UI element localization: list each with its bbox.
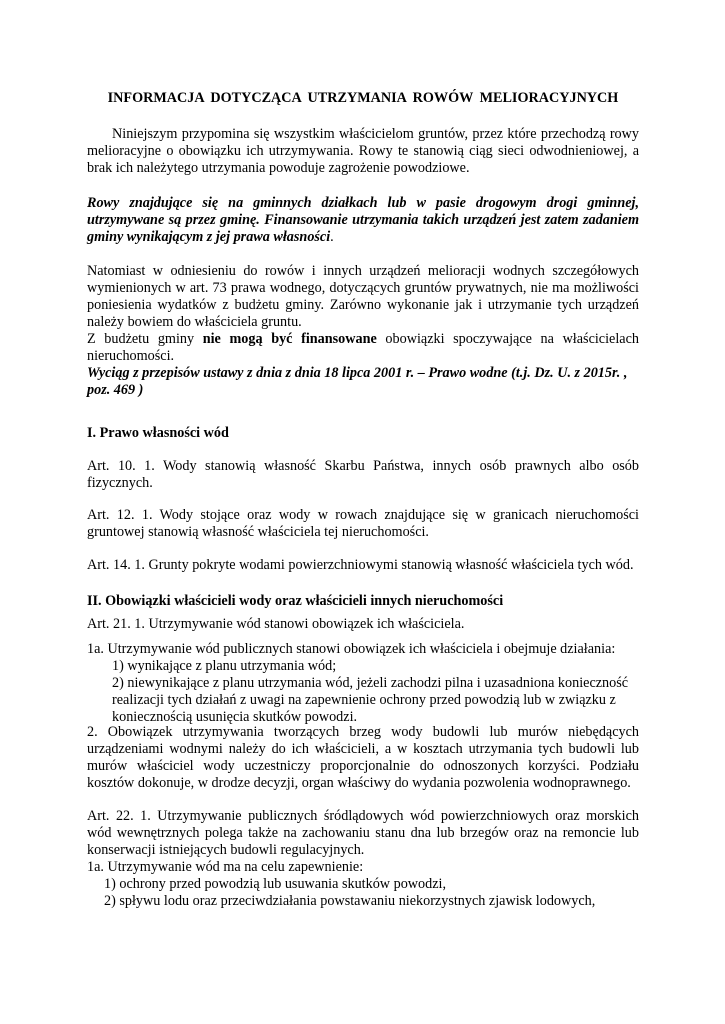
art10-paragraph: Art. 10. 1. Wody stanowią własność Skarbu Państwa, innych osób prawnych albo osób fizycznych.: [87, 458, 639, 491]
section-heading-1: I. Prawo własności wód: [87, 425, 229, 441]
art21-1a-item: 2) niewynikające z planu utrzymania wód, jeżeli zachodzi pilna i uzasadniona konieczność realizacji tych działań z uwagi na zapewnienie ochrony przed powodzią lub w związku z koniecznością usunięcia skutków powodzi.: [112, 675, 629, 725]
budzet-paragraph: [87, 331, 639, 365]
art21-1a-intro: 1a. Utrzymywanie wód publicznych stanowi obowiązek ich właściciela i obejmuje działania:: [87, 641, 616, 657]
wyciag-note: Wyciąg z przepisów ustawy z dnia z dnia 18 lipca 2001 r. – Prawo wodne (t.j. Dz. U. z 2015r. , poz. 469 ): [87, 365, 628, 398]
art22-paragraph: Art. 22. 1. Utrzymywanie publicznych śródlądowych wód powierzchniowych oraz morskich wód wewnętrznych polega także na zachowaniu stanu dna lub brzegów oraz na remoncie lub konserwacji istniejących budowli regulacyjnych.: [87, 808, 639, 858]
section-heading-2: II. Obowiązki właścicieli wody oraz właścicieli innych nieruchomości: [87, 593, 504, 609]
gmina-paragraph: [87, 195, 639, 246]
art12-paragraph: Art. 12. 1. Wody stojące oraz wody w rowach znajdujące się w granicach nieruchomości gruntowej stanowią własność właściciela tej nieruchomości.: [87, 507, 639, 540]
intro-paragraph: Niniejszym przypomina się wszystkim właścicielom gruntów, przez które przechodzą rowy melioracyjne o obowiązku ich utrzymywania. Rowy te stanowią ciąg sieci odwodnieniowej, a brak ich należytego utrzymania powoduje zagrożenie powodziowe.: [87, 126, 639, 176]
art22-1a-block: [87, 859, 639, 910]
gmina-bold-text: Rowy znajdujące się na gminnych działkach lub w pasie drogowym drogi gminnej, utrzymywane są przez gminę. Finansowanie utrzymania takich urządzeń jest zatem zadaniem gminy wynikającym z jej prawa własności: [87, 195, 639, 245]
budzet-post-text: obowiązki spoczywające na właścicielach nieruchomości.: [87, 331, 639, 364]
natomiast-paragraph: Natomiast w odniesieniu do rowów i innych urządzeń melioracji wodnych szczegółowych wymienionych w art. 73 prawa wodnego, dotyczących gruntów prywatnych, nie ma możliwości poniesienia wydatków z budżetu gminy. Zarówno wykonanie jak i utrzymanie tych urządzeń należy bowiem do właściciela gruntu.: [87, 263, 639, 330]
art21-paragraph: Art. 21. 1. Utrzymywanie wód stanowi obowiązek ich właściciela.: [87, 616, 465, 632]
art14-paragraph: Art. 14. 1. Grunty pokryte wodami powierzchniowymi stanowią własność właściciela tych wód.: [87, 557, 634, 573]
art22-1a-item: 2) spływu lodu oraz przeciwdziałania powstawaniu niekorzystnych zjawisk lodowych,: [104, 893, 596, 909]
art21-1a-item: 1) wynikające z planu utrzymania wód;: [112, 658, 337, 674]
art22-1a-intro: 1a. Utrzymywanie wód ma na celu zapewnienie:: [87, 859, 364, 875]
art21-1a-block: [87, 641, 639, 726]
budzet-pre-text: Z budżetu gminy: [87, 331, 203, 347]
gmina-end-text: .: [330, 229, 334, 245]
art21-2-paragraph: 2. Obowiązek utrzymywania tworzących brzeg wody budowli lub murów niebędących urządzeniami wodnymi należy do ich właścicieli, a w kosztach utrzymania tych budowli lub murów właściciel wody uczestniczy proporcjonalnie do odnoszonych korzyści. Podziału kosztów dokonuje, w drodze decyzji, organ właściwy do wydania pozwolenia wodnoprawnego.: [87, 724, 639, 791]
budzet-bold-text: nie mogą być finansowane: [202, 331, 377, 347]
document-title: INFORMACJA DOTYCZĄCA UTRZYMANIA ROWÓW MELIORACYJNYCH: [107, 90, 619, 106]
art22-1a-item: 1) ochrony przed powodzią lub usuwania skutków powodzi,: [104, 876, 447, 892]
